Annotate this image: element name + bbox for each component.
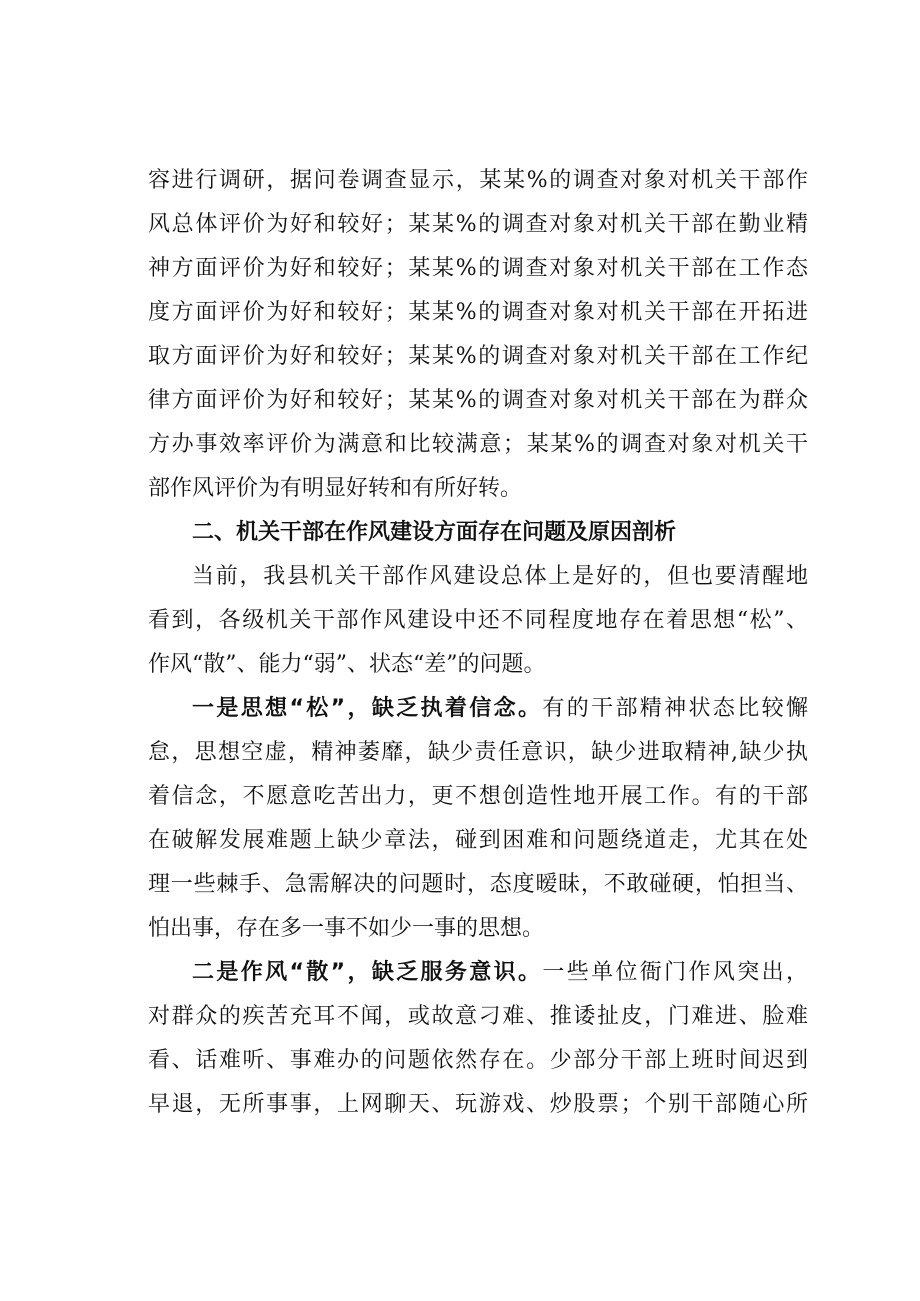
paragraph-line: 看、话难听、事难办的问题依然存在。少部分干部上班时间迟到 [148, 1048, 808, 1073]
paragraph-line: 当前，我县机关干部作风建设总体上是好的，但也要清醒地 [192, 564, 808, 589]
paragraph-line: 在破解发展难题上缺少章法，碰到困难和问题绕道走，尤其在处 [148, 828, 808, 853]
paragraph-line: 律方面评价为好和较好；某某%的调查对象对机关干部在为群众 [148, 388, 808, 413]
paragraph-line: 对群众的疾苦充耳不闻，或故意刁难、推诿扯皮，门难进、脸难 [148, 1004, 808, 1029]
paragraph-lead: 一是思想“松”，缺乏执着信念。 [192, 696, 543, 721]
paragraph-line: 神方面评价为好和较好；某某%的调查对象对机关干部在工作态 [148, 256, 808, 281]
paragraph-line: 早退，无所事事，上网聊天、玩游戏、炒股票；个别干部随心所 [148, 1092, 808, 1117]
paragraph-line: 作风“散”、能力“弱”、状态“差”的问题。 [148, 652, 546, 677]
paragraph-line: 怕出事，存在多一事不如少一事的思想。 [148, 916, 545, 941]
paragraph-line: 度方面评价为好和较好；某某%的调查对象对机关干部在开拓进 [148, 300, 808, 325]
paragraph-text: 有的干部精神状态比较懈 [542, 696, 808, 721]
paragraph-first-line [148, 687, 808, 731]
paragraph-lead: 二是作风“散”，缺乏服务意识。 [192, 960, 543, 985]
section-heading: 二、机关干部在作风建设方面存在问题及原因剖析 [192, 520, 677, 545]
paragraph-line: 看到，各级机关干部作风建设中还不同程度地存在着思想“松”、 [148, 608, 808, 633]
paragraph-first-line [148, 951, 808, 995]
paragraph-text: 一些单位衙门作风突出， [542, 960, 808, 985]
paragraph-line: 取方面评价为好和较好；某某%的调查对象对机关干部在工作纪 [148, 344, 808, 369]
paragraph-line: 方办事效率评价为满意和比较满意；某某%的调查对象对机关干 [148, 432, 808, 457]
paragraph-line: 部作风评价为有明显好转和有所好转。 [148, 476, 523, 501]
paragraph-line: 理一些棘手、急需解决的问题时，态度暧昧，不敢碰硬，怕担当、 [148, 872, 808, 897]
paragraph-line: 容进行调研，据问卷调查显示，某某%的调查对象对机关干部作 [148, 168, 808, 193]
paragraph-line: 着信念，不愿意吃苦出力，更不想创造性地开展工作。有的干部 [148, 784, 808, 809]
paragraph-line: 怠，思想空虚，精神萎靡，缺少责任意识，缺少进取精神,缺少执 [148, 740, 808, 765]
paragraph-line: 风总体评价为好和较好；某某%的调查对象对机关干部在勤业精 [148, 212, 808, 237]
